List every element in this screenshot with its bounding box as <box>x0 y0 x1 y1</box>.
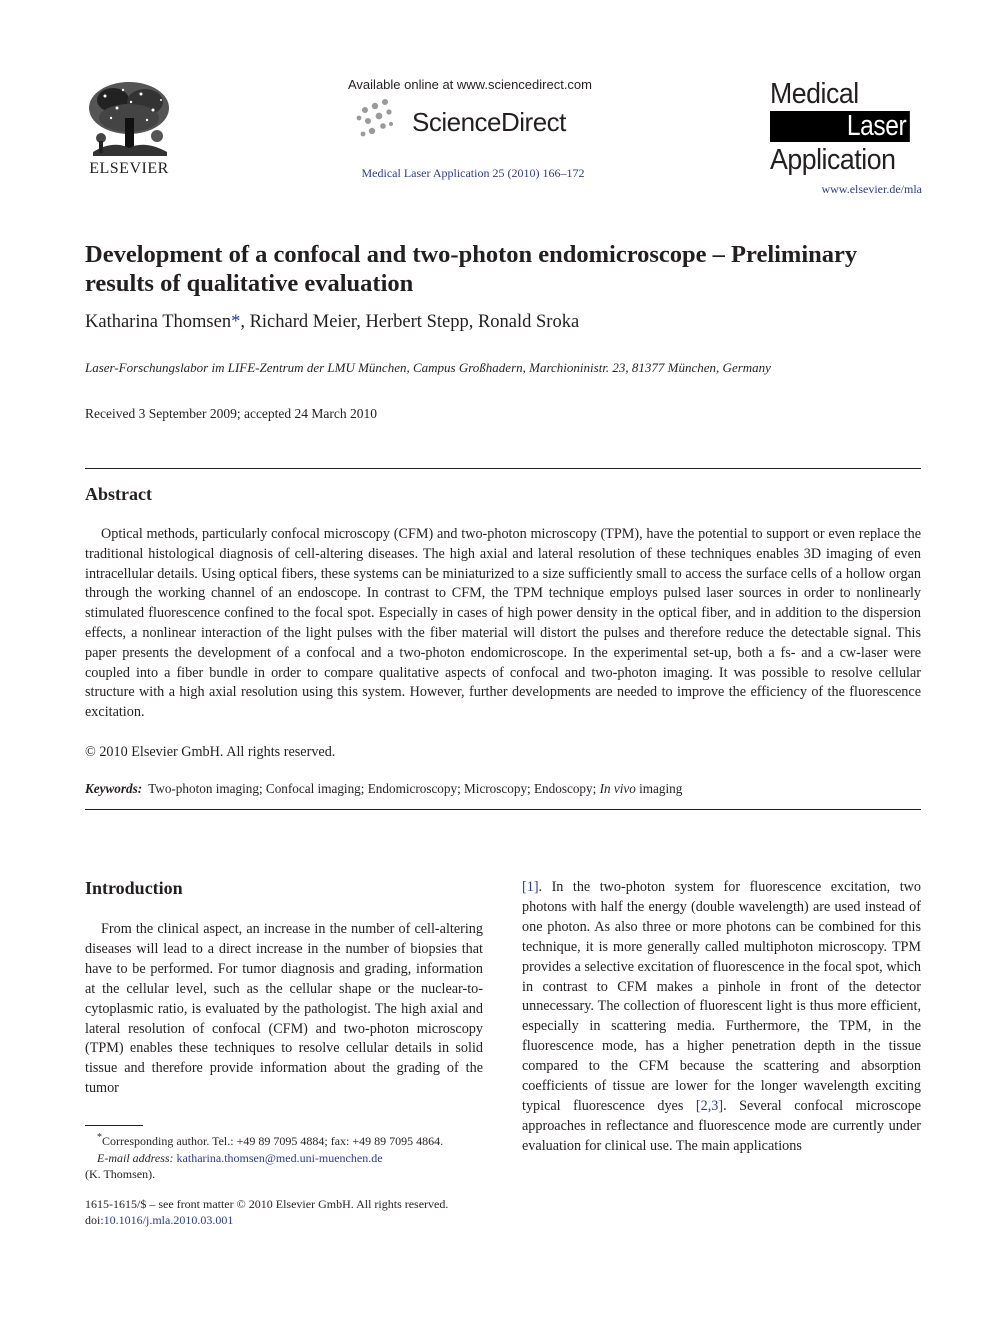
footnote-corresponding-text: Corresponding author. Tel.: +49 89 7095 4884; fax: +49 89 7095 4864. <box>102 1134 444 1148</box>
keywords-italic: In vivo <box>599 781 636 796</box>
doi-link[interactable]: 10.1016/j.mla.2010.03.001 <box>103 1213 234 1227</box>
citation-link[interactable]: [1] <box>522 879 539 895</box>
doi-line <box>85 1212 505 1228</box>
journal-logo-line2-box <box>770 111 910 142</box>
intro-right-text-1: . In the two-photon system for fluorescence excitation, two photons with half the energy (double wavelength) are used instead of one photon. As also three or more photons can be combined for this technique, it is more generally called multiphoton microscopy. TPM provides a selective excitation of fluorescence in the focal spot, which in contrast to CFM makes a pinhole in front of the detector unnecessary. The collection of fluorescent light is thus more efficient, especially in scattering media. Furthermore, the TPM, in the fluorescence mode, has a higher penetration depth in the tissue compared to the CFM because the scattering and absorption coefficients of tissue are lower for the longer wavelength exciting typical fluorescence dyes <box>522 879 921 1114</box>
front-matter <box>85 1196 505 1228</box>
footnote-mark: * <box>97 1132 102 1143</box>
available-online-text: Available online at www.sciencedirect.com <box>348 77 592 92</box>
issn-line: 1615-1615/$ – see front matter © 2010 Elsevier GmbH. All rights reserved. <box>85 1197 449 1211</box>
doi-label: doi: <box>85 1213 104 1227</box>
journal-logo-line2: Laser <box>846 110 907 142</box>
sciencedirect-dots-icon <box>355 96 395 140</box>
citation-link[interactable]: [2,3] <box>695 1097 724 1114</box>
abstract-copyright: © 2010 Elsevier GmbH. All rights reserved. <box>85 744 336 760</box>
intro-paragraph-right <box>522 878 921 1157</box>
email-link[interactable]: katharina.thomsen@med.uni-muenchen.de <box>176 1150 383 1165</box>
received-dates: Received 3 September 2009; accepted 24 March 2010 <box>85 406 378 421</box>
journal-url-link[interactable]: www.elsevier.de/mla <box>821 182 922 196</box>
intro-right-text-2: . Several confocal microscope approaches in reflectance and fluorescence mode are currently under evaluation for clinical use. The main applications <box>522 1097 921 1154</box>
footnote-divider <box>85 1125 143 1126</box>
abstract-heading: Abstract <box>85 484 152 504</box>
keywords <box>85 781 921 797</box>
keywords-label: Keywords: <box>85 781 143 796</box>
footnote-corresponding <box>85 1130 485 1150</box>
article-title: Development of a confocal and two-photon endomicroscope – Preliminary results of qualitative evaluation <box>85 241 858 297</box>
journal-reference-link[interactable]: Medical Laser Application 25 (2010) 166–172 <box>361 166 585 180</box>
journal-logo-line3: Application <box>770 144 896 176</box>
right-column <box>522 878 921 1157</box>
publisher-name: ELSEVIER <box>89 160 169 177</box>
introduction-heading: Introduction <box>85 878 183 898</box>
footnote-name: (K. Thomsen). <box>85 1167 156 1181</box>
email-label: E-mail address: <box>97 1150 174 1165</box>
abstract-body <box>85 525 921 723</box>
keywords-text: Two-photon imaging; Confocal imaging; Endomicroscopy; Microscopy; Endoscopy; <box>148 781 600 796</box>
first-author: Katharina Thomsen <box>85 312 232 332</box>
sciencedirect-wordmark: ScienceDirect <box>412 107 566 137</box>
corresponding-author-link[interactable]: * <box>231 312 241 332</box>
journal-logo-line1: Medical <box>770 78 859 110</box>
other-authors: , Richard Meier, Herbert Stepp, Ronald Sroka <box>240 312 580 332</box>
intro-paragraph-left: From the clinical aspect, an increase in the number of cell-altering diseases will lead to a direct increase in the number of biopsies that have to be performed. For tumor diagnosis and grading, information at the cellular level, such as the cellular shape or the nuclear-to-cytoplasmic ratio, is evaluated by the pathologist. The high axial and lateral resolution of confocal (CFM) and two-photon microscopy (TPM) enables these techniques to resolve cellular details in solid tissue and therefore provide information about the grading of the tumor <box>85 921 483 1097</box>
abstract-text: Optical methods, particularly confocal microscopy (CFM) and two-photon microscopy (TPM), have the potential to support or even replace the traditional histological diagnosis of cell-altering diseases. The high axial and lateral resolution of these techniques enables 3D imaging of even intracellular details. Using optical fibers, these systems can be miniaturized to a size sufficiently small to access the surface cells of a hollow organ through the working channel of an endoscope. In contrast to CFM, the TPM technique employs pulsed laser sources in order to nonlinearly stimulated fluorescence confined to the focal spot. Especially in cases of high power density in the optical fiber, and in addition to the dispersion effects, a nonlinear interaction of the light pulses with the fiber material will distort the pulses and therefore reduce the detectable signal. This paper presents the development of a confocal and a two-photon endomicroscope. In the experimental set-up, both a fs- and a cw-laser were coupled into a fiber bundle in order to compare qualitative aspects of confocal and two-photon imaging. It was possible to resolve cellular structure with a high axial resolution using this system. However, further developments are needed to improve the efficiency of the fluorescence excitation. <box>85 526 921 721</box>
author-list <box>85 312 925 333</box>
footnotes <box>85 1130 485 1183</box>
left-column <box>85 920 483 1099</box>
footnote-email <box>85 1150 485 1167</box>
divider-bottom <box>85 809 921 810</box>
divider-top <box>85 468 921 469</box>
journal-logo <box>770 78 922 176</box>
keywords-tail: imaging <box>635 781 683 796</box>
affiliation: Laser-Forschungslabor im LIFE-Zentrum der LMU München, Campus Großhadern, Marchioninistr. 23, 81377 München, Germany <box>85 360 771 375</box>
